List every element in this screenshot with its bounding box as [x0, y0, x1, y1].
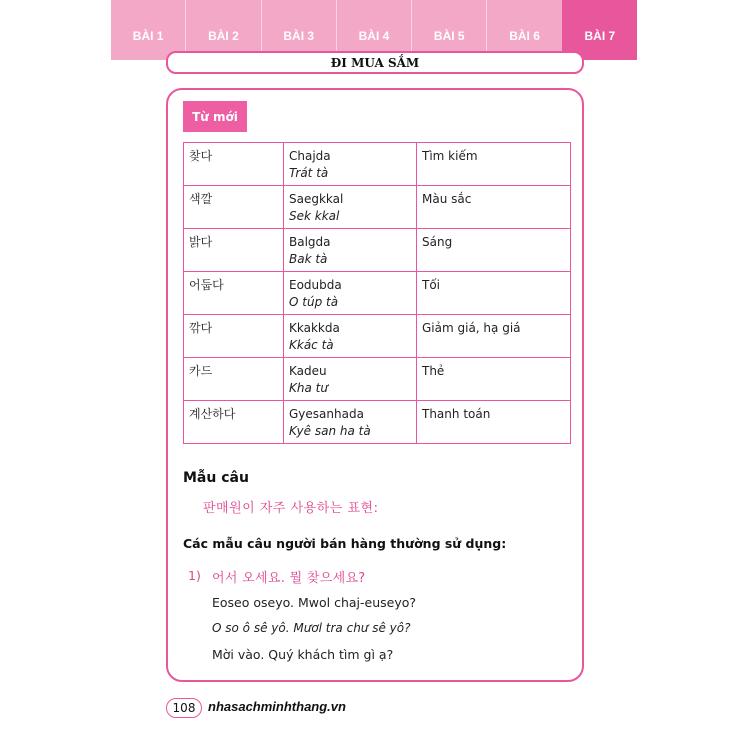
example-meaning: Mời vào. Quý khách tìm gì ạ? — [212, 647, 394, 662]
vietnamese-heading: Các mẫu câu người bán hàng thường sử dụng: — [183, 536, 507, 551]
lesson-title: ĐI MUA SẮM — [166, 51, 584, 74]
tab-bai-7[interactable]: BÀI 7 — [562, 0, 637, 60]
romanization: Gyesanhada — [289, 407, 364, 421]
tab-bai-2[interactable]: BÀI 2 — [185, 0, 260, 60]
table-row — [184, 272, 571, 315]
romanization: Eodubda — [289, 278, 342, 292]
romanization: Saegkkal — [289, 192, 344, 206]
example-pronunciation: O so ô sê yô. Mươl tra chư sê yô? — [212, 621, 411, 635]
site-link[interactable]: nhasachminhthang.vn — [208, 699, 346, 714]
romanization-cell — [284, 358, 417, 401]
romanization: Chajda — [289, 149, 331, 163]
example-romanization: Eoseo oseyo. Mwol chaj-euseyo? — [212, 595, 417, 610]
pronunciation: Bak tà — [289, 252, 328, 266]
table-row — [184, 143, 571, 186]
tab-bai-3[interactable]: BÀI 3 — [261, 0, 336, 60]
korean-subtitle: 판매원이 자주 사용하는 표현: — [203, 501, 379, 516]
vietnamese-meaning: Tối — [417, 272, 571, 315]
table-row — [184, 315, 571, 358]
korean-word: 카드 — [184, 358, 284, 401]
pronunciation: Kkác tà — [289, 338, 334, 352]
tab-bai-1[interactable]: BÀI 1 — [132, 29, 164, 43]
example-number: 1) — [188, 568, 201, 583]
korean-word: 깎다 — [184, 315, 284, 358]
vietnamese-meaning: Thẻ — [417, 358, 571, 401]
korean-word: 어둡다 — [184, 272, 284, 315]
romanization-cell — [284, 143, 417, 186]
vietnamese-meaning: Màu sắc — [417, 186, 571, 229]
korean-word: 계산하다 — [184, 401, 284, 444]
pronunciation: O túp tà — [289, 295, 339, 309]
romanization-cell — [284, 272, 417, 315]
pronunciation: Kyê san ha tà — [289, 424, 371, 438]
vietnamese-meaning: Giảm giá, hạ giá — [417, 315, 571, 358]
korean-word: 색깔 — [184, 186, 284, 229]
vocab-tag: Từ mới — [183, 101, 247, 132]
page-number: 108 — [166, 698, 202, 718]
pronunciation: Sek kkal — [289, 209, 340, 223]
sentences-heading: Mẫu câu — [183, 470, 249, 486]
romanization: Kadeu — [289, 364, 327, 378]
romanization-cell — [284, 229, 417, 272]
korean-word: 찾다 — [184, 143, 284, 186]
vietnamese-meaning: Thanh toán — [417, 401, 571, 444]
tab-bai-5[interactable]: BÀI 5 — [411, 0, 486, 60]
romanization-cell — [284, 186, 417, 229]
korean-word: 밝다 — [184, 229, 284, 272]
romanization-cell — [284, 315, 417, 358]
vocab-table — [183, 142, 571, 444]
vietnamese-meaning: Tìm kiếm — [417, 143, 571, 186]
example-korean: 어서 오세요. 뭘 찾으세요? — [212, 571, 366, 586]
pronunciation: Kha tư — [289, 381, 328, 395]
romanization: Balgda — [289, 235, 331, 249]
romanization: Kkakkda — [289, 321, 340, 335]
table-row — [184, 358, 571, 401]
tab-bai-6[interactable]: BÀI 6 — [486, 0, 561, 60]
romanization-cell — [284, 401, 417, 444]
vietnamese-meaning: Sáng — [417, 229, 571, 272]
table-row — [184, 401, 571, 444]
table-row — [184, 186, 571, 229]
table-row — [184, 229, 571, 272]
tab-bai-4[interactable]: BÀI 4 — [336, 0, 411, 60]
pronunciation: Trát tà — [289, 166, 329, 180]
